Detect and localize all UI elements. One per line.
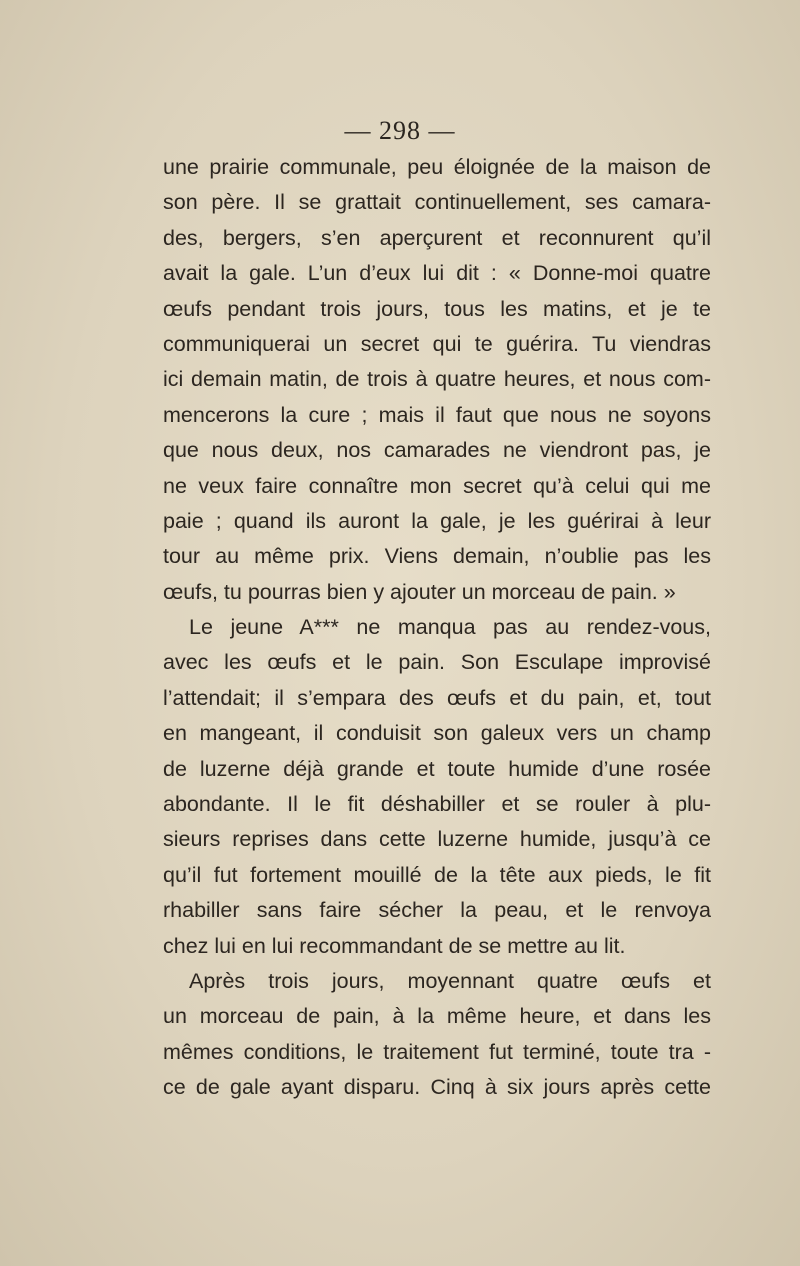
text-line: un morceau de pain, à la même heure, et dans les xyxy=(163,1004,711,1029)
text-line: des, bergers, s’en aperçurent et reconnurent qu’il xyxy=(163,225,711,250)
text-line: chez lui en lui recommandant de se mettre au lit. xyxy=(163,933,626,958)
text-line: avait la gale. L’un d’eux lui dit : « Donne-moi quatre xyxy=(163,261,711,286)
text-line: qu’il fut fortement mouillé de la tête aux pieds, le fit xyxy=(163,862,711,887)
text-line: que nous deux, nos camarades ne viendront pas, je xyxy=(163,438,711,463)
text-line: avec les œufs et le pain. Son Esculape improvisé xyxy=(163,650,711,675)
text-line: l’attendait; il s’empara des œufs et du pain, et, tout xyxy=(163,685,711,710)
text-line: Le jeune A*** ne manqua pas au rendez-vous, xyxy=(189,615,711,640)
text-line: abondante. Il le fit déshabiller et se rouler à plu- xyxy=(163,792,711,817)
text-line: Après trois jours, moyennant quatre œufs et xyxy=(189,968,711,993)
text-line: son père. Il se grattait continuellement, ses camara- xyxy=(163,190,711,215)
text-line: rhabiller sans faire sécher la peau, et le renvoya xyxy=(163,898,711,923)
text-line: en mangeant, il conduisit son galeux vers un champ xyxy=(163,721,711,746)
text-line: une prairie communale, peu éloignée de la maison de xyxy=(163,155,711,179)
text-line: communiquerai un secret qui te guérira. Tu viendras xyxy=(163,331,711,356)
page-number: — 298 — xyxy=(344,116,456,145)
text-line: ne veux faire connaître mon secret qu’à celui qui me xyxy=(163,473,711,498)
text-line: tour au même prix. Viens demain, n’oublie pas les xyxy=(163,544,711,569)
text-line: œufs pendant trois jours, tous les matins, et je te xyxy=(163,296,711,321)
text-line: ce de gale ayant disparu. Cinq à six jours après cette xyxy=(163,1075,711,1100)
body-text xyxy=(163,150,711,1106)
text-line: mêmes conditions, le traitement fut terminé, toute tra - xyxy=(163,1039,711,1064)
text-line: œufs, tu pourras bien y ajouter un morceau de pain. » xyxy=(163,579,676,604)
text-line: mencerons la cure ; mais il faut que nous ne soyons xyxy=(163,402,711,427)
text-line: ici demain matin, de trois à quatre heures, et nous com- xyxy=(163,367,711,392)
text-line: sieurs reprises dans cette luzerne humide, jusqu’à ce xyxy=(163,827,711,852)
text-line: paie ; quand ils auront la gale, je les guérirai à leur xyxy=(163,508,711,533)
text-line: de luzerne déjà grande et toute humide d’une rosée xyxy=(163,756,711,781)
